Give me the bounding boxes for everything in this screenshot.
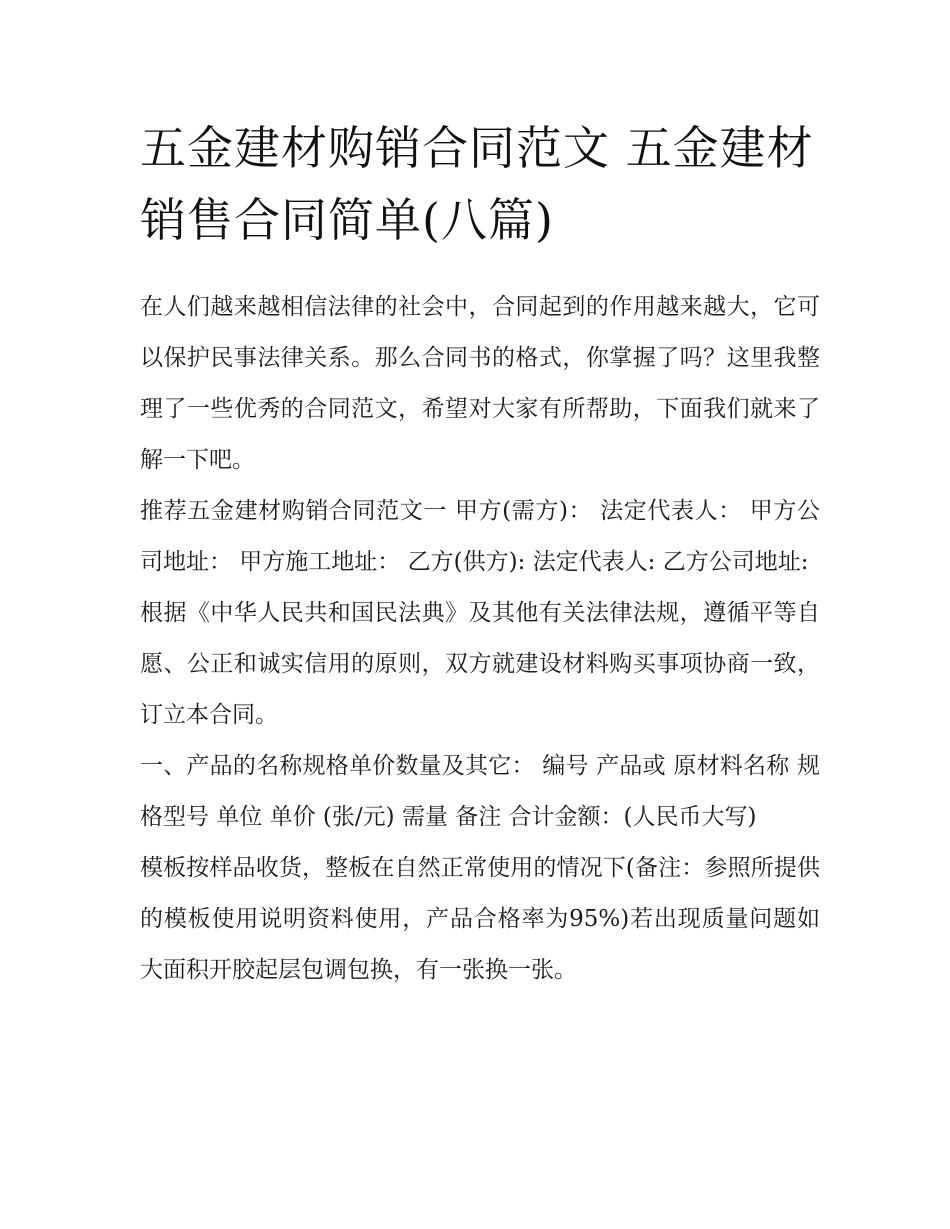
paragraph-parties: 推荐五金建材购销合同范文一 甲方(需方)： 法定代表人： 甲方公司地址： 甲方施工地址： 乙方(供方): 法定代表人: 乙方公司地址: — [140, 498, 820, 575]
document-page — [140, 112, 820, 996]
document-title: 五金建材购销合同范文 五金建材销售合同简单(八篇) — [140, 121, 814, 247]
document-body — [140, 282, 820, 996]
paragraph-product-table: 一、产品的名称规格单价数量及其它： 编号 产品或 原材料名称 规格型号 单位 单价 (张/元) 需量 备注 合计金额：(人民币大写) — [140, 753, 820, 830]
paragraph-intro: 在人们越来越相信法律的社会中，合同起到的作用越来越大，它可以保护民事法律关系。那么合同书的格式，你掌握了吗？这里我整理了一些优秀的合同范文，希望对大家有所帮助，下面我们就来了解一下吧。 — [140, 294, 820, 473]
paragraph-legal-basis: 根据《中华人民共和国民法典》及其他有关法律法规，遵循平等自愿、公正和诚实信用的原则，双方就建设材料购买事项协商一致，订立本合同。 — [140, 600, 820, 728]
paragraph-quality-terms: 模板按样品收货，整板在自然正常使用的情况下(备注：参照所提供的模板使用说明资料使用，产品合格率为95%)若出现质量问题如大面积开胶起层包调包换，有一张换一张。 — [140, 855, 820, 983]
